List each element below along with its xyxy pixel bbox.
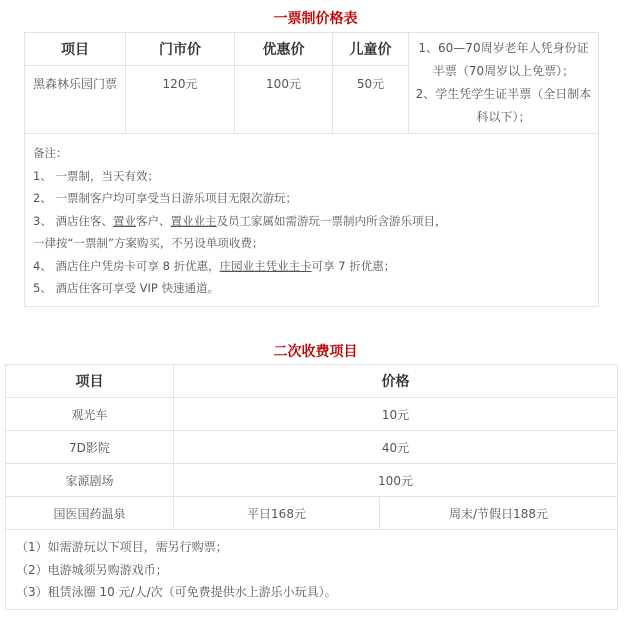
remark-text: 客户、 xyxy=(135,213,171,228)
header-item: 项目 xyxy=(25,33,126,66)
extra-charge-table-title: 二次收费项目 xyxy=(273,344,358,360)
remark-text: 可享 7 折优惠； xyxy=(311,258,396,273)
header-market-price: 门市价 xyxy=(126,33,235,66)
remarks-row xyxy=(25,134,599,307)
discount-price: 100元 xyxy=(235,66,333,134)
policy-student: 2、学生凭学生证半票（全日制本科以下）； xyxy=(415,87,592,124)
weekend-price: 周末/节假日188元 xyxy=(380,497,618,530)
item-name: 7D影院 xyxy=(6,431,174,464)
ticket-price-table-title: 一票制价格表 xyxy=(273,11,358,27)
remark-text: 及员工家属如需游玩一票制内所含游乐项目， xyxy=(216,213,447,228)
discount-policy-cell xyxy=(409,33,599,134)
item-name: 黑森林乐园门票 xyxy=(25,66,126,134)
child-price: 50元 xyxy=(333,66,409,134)
keyword-link-property-owner[interactable]: 置业业主 xyxy=(170,213,217,228)
remark-line-1: 1、 一票制，当天有效； xyxy=(33,168,159,183)
note-line-3: （3）租赁泳圈 10 元/人/次（可免费提供水上游乐小玩具）。 xyxy=(16,585,337,599)
remark-line-3 xyxy=(33,210,590,233)
notes-row xyxy=(6,530,618,610)
item-price: 100元 xyxy=(174,464,618,497)
ticket-price-table xyxy=(24,32,599,307)
header-price: 价格 xyxy=(174,365,618,398)
table-row xyxy=(6,431,618,464)
policy-senior: 1、60—70周岁老年人凭身份证半票（70周岁以上免票）； xyxy=(418,41,589,78)
remark-text: 3、 酒店住客、 xyxy=(33,213,113,228)
keyword-link-estate-owner[interactable]: 庄园业主凭业主卡 xyxy=(219,258,312,273)
table-header-row xyxy=(25,33,599,66)
header-discount-price: 优惠价 xyxy=(235,33,333,66)
remark-text: 4、 酒店住户凭房卡可享 8 折优惠， xyxy=(33,258,220,273)
table-row xyxy=(6,464,618,497)
remarks-label: 备注： xyxy=(33,146,68,160)
header-item: 项目 xyxy=(6,365,174,398)
item-name: 观光车 xyxy=(6,398,174,431)
remarks-cell xyxy=(25,134,599,307)
note-line-2: （2）电游城须另购游戏币； xyxy=(16,562,168,577)
item-name: 国医国药温泉 xyxy=(6,497,174,530)
item-price: 10元 xyxy=(174,398,618,431)
remark-line-5: 5、 酒店住客可享受 VIP 快速通道。 xyxy=(33,281,219,295)
market-price: 120元 xyxy=(126,66,235,134)
note-line-1: （1）如需游玩以下项目，需另行购票； xyxy=(16,540,228,554)
remark-line-2: 2、 一票制客户均可享受当日游乐项目无限次游玩； xyxy=(33,191,297,205)
table-row xyxy=(6,398,618,431)
keyword-link-property[interactable]: 置业 xyxy=(112,213,136,228)
weekday-price: 平日168元 xyxy=(174,497,380,530)
item-name: 家源剧场 xyxy=(6,464,174,497)
remark-line-4 xyxy=(33,255,590,278)
table-row xyxy=(6,497,618,530)
extra-charge-table xyxy=(5,364,618,610)
header-child-price: 儿童价 xyxy=(333,33,409,66)
table-header-row xyxy=(6,365,618,398)
item-price: 40元 xyxy=(174,431,618,464)
remark-line-3-cont: 一律按“一票制”方案购买，不另设单项收费； xyxy=(33,236,264,250)
notes-cell xyxy=(6,530,618,610)
